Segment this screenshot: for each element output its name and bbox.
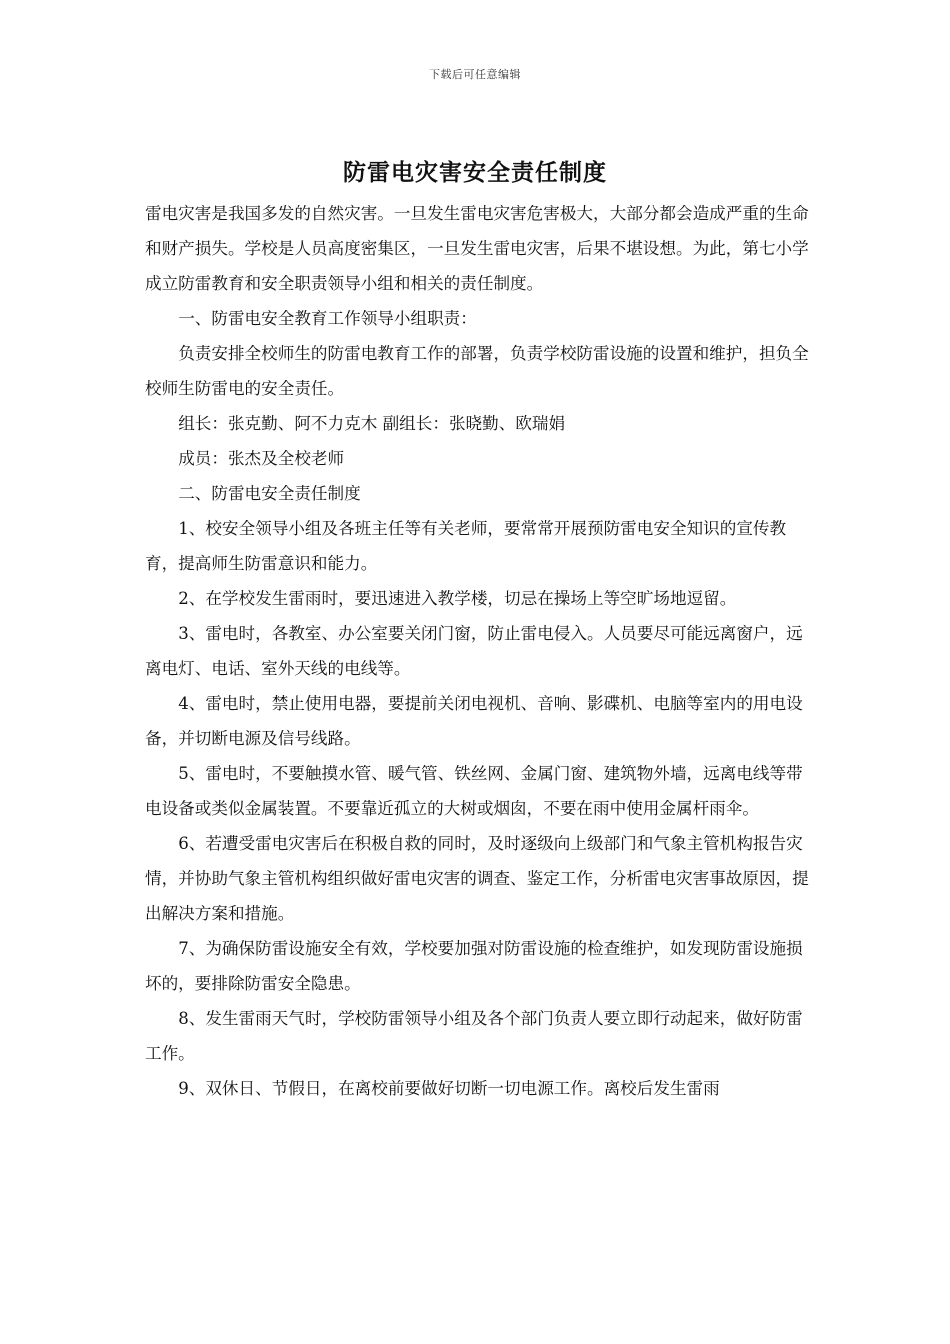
paragraph: 一、防雷电安全教育工作领导小组职责： — [178, 309, 477, 328]
paragraph: 组长：张克勤、阿不力克木 副组长：张晓勤、欧瑞娟 — [178, 414, 566, 433]
document-title: 防雷电灾害安全责任制度 — [343, 159, 607, 186]
paragraph: 雷电灾害是我国多发的自然灾害。一旦发生雷电灾害危害极大，大部分都会造成严重的生命和财产损失。学校是人员高度密集区，一旦发生雷电灾害，后果不堪设想。为此，第七小学成立防雷教育和安全职责领导小组和相关的责任制度。 — [145, 204, 809, 293]
paragraph: 6、若遭受雷电灾害后在积极自救的同时，及时逐级向上级部门和气象主管机构报告灾情，并协助气象主管机构组织做好雷电灾害的调查、鉴定工作，分析雷电灾害事故原因，提出解决方案和措施。 — [145, 834, 809, 923]
paragraph: 2、在学校发生雷雨时，要迅速进入教学楼，切忌在操场上等空旷场地逗留。 — [178, 589, 737, 608]
paragraph: 负责安排全校师生的防雷电教育工作的部署，负责学校防雷设施的设置和维护，担负全校师生防雷电的安全责任。 — [145, 344, 809, 398]
paragraph: 二、防雷电安全责任制度 — [178, 484, 361, 503]
paragraph: 8、发生雷雨天气时，学校防雷领导小组及各个部门负责人要立即行动起来，做好防雷工作。 — [145, 1009, 803, 1063]
paragraph: 5、雷电时，不要触摸水管、暖气管、铁丝网、金属门窗、建筑物外墙，远离电线等带电设备或类似金属装置。不要靠近孤立的大树或烟囱，不要在雨中使用金属杆雨伞。 — [145, 764, 803, 818]
paragraph: 成员：张杰及全校老师 — [178, 449, 345, 468]
paragraph: 1、校安全领导小组及各班主任等有关老师，要常常开展预防雷电安全知识的宣传教育，提高师生防雷意识和能力。 — [145, 519, 787, 573]
paragraph: 4、雷电时，禁止使用电器，要提前关闭电视机、音响、影碟机、电脑等室内的用电设备，并切断电源及信号线路。 — [145, 694, 803, 748]
header-note: 下载后可任意编辑 — [429, 68, 521, 81]
paragraph: 3、雷电时，各教室、办公室要关闭门窗，防止雷电侵入。人员要尽可能远离窗户，远离电灯、电话、室外天线的电线等。 — [145, 624, 803, 678]
paragraph: 7、为确保防雷设施安全有效，学校要加强对防雷设施的检查维护，如发现防雷设施损坏的，要排除防雷安全隐患。 — [145, 939, 803, 993]
paragraph: 9、双休日、节假日，在离校前要做好切断一切电源工作。离校后发生雷雨 — [178, 1079, 720, 1098]
document-body — [145, 196, 809, 1106]
